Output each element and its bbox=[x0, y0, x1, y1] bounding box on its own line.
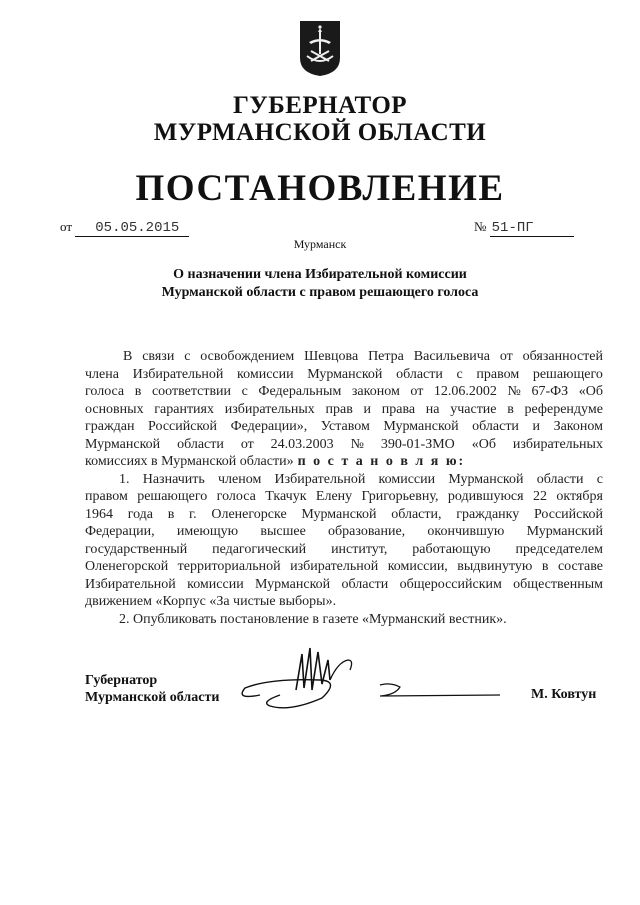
word: связи bbox=[142, 349, 175, 364]
document-type: ПОСТАНОВЛЕНИЕ bbox=[135, 168, 505, 209]
word: комиссии bbox=[237, 366, 294, 382]
word: Законом bbox=[553, 419, 603, 434]
word: 22 bbox=[532, 489, 547, 504]
word: Уставом bbox=[320, 419, 370, 434]
word: граждан bbox=[85, 419, 135, 434]
word: комиссии bbox=[187, 576, 244, 592]
signatory-post-line: Губернатор bbox=[85, 673, 158, 688]
word: в bbox=[507, 401, 514, 417]
number-field bbox=[474, 219, 574, 237]
author-title-line2: МУРМАНСКОЙ ОБЛАСТИ bbox=[153, 119, 487, 146]
word: от bbox=[499, 349, 513, 364]
item-1 bbox=[85, 471, 603, 594]
word: Елену bbox=[315, 489, 353, 504]
word: № bbox=[507, 384, 521, 399]
subject-line: О назначении члена Избирательной комиссии bbox=[173, 267, 467, 282]
text-line bbox=[119, 471, 603, 489]
text-line bbox=[85, 436, 603, 454]
text-line bbox=[85, 401, 603, 419]
word: Федеральным bbox=[258, 384, 342, 399]
word: «Об bbox=[578, 384, 603, 399]
word: в bbox=[541, 559, 549, 574]
item-2 bbox=[119, 611, 603, 629]
word: области bbox=[536, 471, 584, 487]
coat-of-arms-icon bbox=[297, 18, 343, 78]
preamble-last-line bbox=[85, 453, 603, 471]
word: участие bbox=[450, 401, 497, 417]
preamble-paragraph bbox=[85, 348, 603, 453]
word: от bbox=[240, 436, 254, 452]
word: соответствии bbox=[151, 384, 232, 399]
word: Избирательной bbox=[274, 471, 366, 487]
word: Оленегорской bbox=[85, 559, 169, 574]
item-1-last-line bbox=[85, 593, 603, 611]
word: законом bbox=[351, 384, 400, 399]
word: территориальной bbox=[177, 559, 281, 574]
word: Мурманской bbox=[448, 471, 524, 487]
signatory-post-line: Мурманской области bbox=[85, 690, 220, 705]
word: Избирательной bbox=[85, 576, 176, 592]
word: Мурманской bbox=[255, 576, 331, 592]
word: Григорьевну, bbox=[361, 489, 439, 504]
word: избирательной bbox=[290, 559, 379, 574]
author-title-line1: ГУБЕРНАТОР bbox=[232, 92, 408, 119]
word: основных bbox=[85, 401, 144, 417]
word: с bbox=[241, 384, 248, 399]
word: родившуюся bbox=[447, 489, 524, 504]
word: и bbox=[532, 419, 540, 434]
word: В bbox=[123, 349, 133, 364]
word: обязанностей bbox=[522, 349, 603, 364]
word: работающую bbox=[412, 541, 491, 557]
word: общественным bbox=[513, 576, 603, 592]
word: в bbox=[167, 506, 175, 522]
word: в bbox=[134, 384, 142, 399]
word: избирательных bbox=[512, 436, 603, 452]
signatory-name: М. Ковтун bbox=[531, 687, 597, 702]
word: Ткачук bbox=[265, 489, 307, 504]
word: высшее bbox=[260, 524, 306, 539]
number-value: 51-ПГ bbox=[490, 221, 574, 237]
word: правом bbox=[476, 366, 520, 382]
word: с bbox=[184, 349, 191, 364]
date-field bbox=[60, 219, 189, 237]
word: составе bbox=[557, 559, 603, 574]
preamble-tail: комиссиях в Мурманской области» bbox=[85, 454, 294, 469]
word: комиссии bbox=[378, 471, 436, 487]
word: октября bbox=[556, 489, 603, 504]
text-line bbox=[85, 523, 603, 541]
document-subject bbox=[0, 266, 640, 302]
word: Мурманской bbox=[85, 436, 161, 452]
word: общероссийским bbox=[399, 576, 502, 592]
word: члена bbox=[85, 366, 119, 382]
word: от bbox=[410, 384, 424, 399]
word: № bbox=[350, 436, 364, 452]
signatory-post bbox=[85, 672, 219, 706]
word: Российской bbox=[148, 419, 218, 434]
word: Шевцова bbox=[304, 349, 359, 364]
word: Назначить bbox=[142, 471, 205, 487]
word: референдуме bbox=[524, 401, 603, 417]
word: Мурманской bbox=[307, 366, 383, 382]
text-line bbox=[85, 418, 603, 436]
word: 1. bbox=[119, 471, 130, 487]
word: 12.06.2002 bbox=[433, 384, 497, 399]
word: правом bbox=[85, 489, 128, 504]
word: окончившую bbox=[427, 524, 505, 539]
item-2-text: 2. Опубликовать постановление в газете «Мурманский вестник». bbox=[119, 611, 507, 627]
word: с bbox=[596, 471, 603, 487]
word: 67-ФЗ bbox=[531, 384, 569, 399]
word: Оленегорске bbox=[211, 506, 287, 522]
text-line bbox=[123, 348, 603, 366]
word: гражданку bbox=[456, 506, 520, 522]
word: с bbox=[456, 366, 463, 382]
word: г. bbox=[189, 506, 197, 522]
text-line bbox=[85, 576, 603, 594]
word: области bbox=[396, 366, 443, 382]
word: права bbox=[381, 401, 416, 417]
text-line bbox=[85, 541, 603, 559]
date-value: 05.05.2015 bbox=[75, 221, 189, 237]
word: образование, bbox=[328, 524, 406, 539]
word: прав bbox=[325, 401, 353, 417]
handwritten-signature bbox=[230, 640, 530, 715]
word: Мурманский bbox=[526, 524, 603, 539]
word: Мурманской bbox=[383, 419, 459, 434]
text-line bbox=[85, 558, 603, 576]
word: освобождением bbox=[200, 349, 295, 364]
word: избирательных bbox=[224, 401, 315, 417]
text-line bbox=[85, 488, 603, 506]
word: голоса bbox=[216, 489, 256, 504]
word: голоса bbox=[85, 384, 125, 399]
word: области, bbox=[391, 506, 442, 522]
date-prefix: от bbox=[60, 219, 73, 234]
word: решающего bbox=[532, 366, 603, 382]
word: Мурманской bbox=[301, 506, 377, 522]
word: Федерации, bbox=[85, 524, 155, 539]
word: имеющую bbox=[176, 524, 239, 539]
word: «Об bbox=[471, 436, 496, 452]
word: Васильевича bbox=[413, 349, 490, 364]
word: выдвинутую bbox=[457, 559, 533, 574]
word: Федерации», bbox=[230, 419, 308, 434]
word: членом bbox=[217, 471, 262, 487]
number-prefix: № bbox=[474, 219, 487, 234]
word: 390-01-ЗМО bbox=[380, 436, 455, 452]
word: 24.03.2003 bbox=[270, 436, 334, 452]
item-1-tail: движением «Корпус «За чистые выборы». bbox=[85, 594, 337, 609]
word: педагогический bbox=[212, 541, 307, 557]
word: государственный bbox=[85, 541, 188, 557]
word: области bbox=[177, 436, 224, 452]
word: 1964 bbox=[85, 506, 113, 522]
word: области bbox=[341, 576, 389, 592]
word: Избирательной bbox=[132, 366, 224, 382]
word: гарантиях bbox=[154, 401, 214, 417]
word: решающего bbox=[137, 489, 208, 504]
word: председателем bbox=[515, 541, 603, 557]
text-line bbox=[85, 366, 603, 384]
word: комиссии, bbox=[387, 559, 448, 574]
word: Петра bbox=[368, 349, 404, 364]
word: и bbox=[363, 401, 372, 417]
word: Российской bbox=[533, 506, 603, 522]
subject-line: Мурманской области с правом решающего голоса bbox=[161, 285, 479, 300]
text-line bbox=[85, 383, 603, 401]
word: области bbox=[472, 419, 519, 434]
document-body bbox=[85, 348, 603, 628]
word: институт, bbox=[331, 541, 388, 557]
decree-word: п о с т а н о в л я ю: bbox=[297, 454, 466, 469]
word: года bbox=[127, 506, 154, 522]
text-line bbox=[85, 506, 603, 524]
city: Мурманск bbox=[293, 237, 347, 251]
word: на bbox=[425, 401, 440, 417]
